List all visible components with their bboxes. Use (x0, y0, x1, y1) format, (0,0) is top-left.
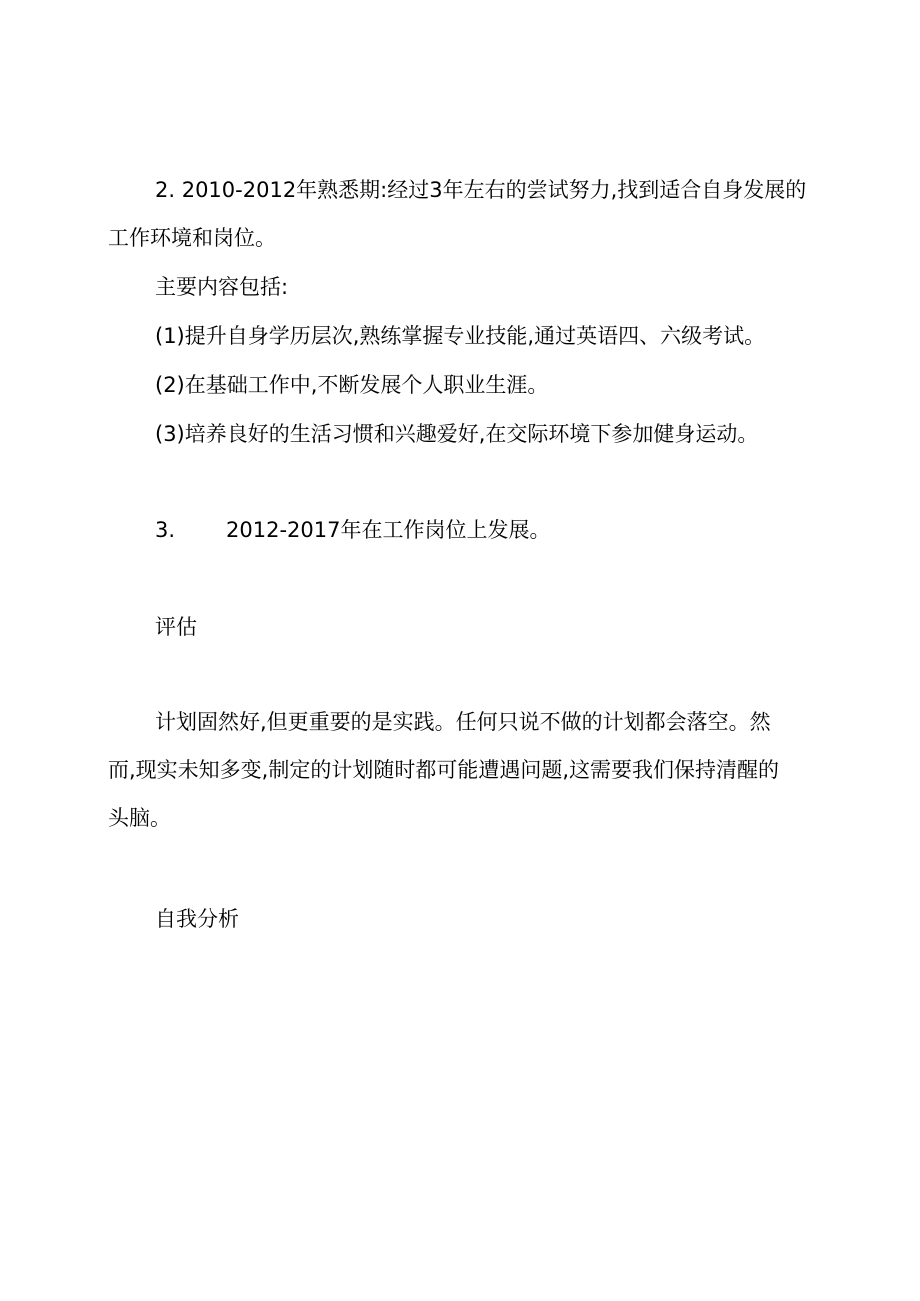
main-content-label: 主要内容包括: (155, 275, 289, 299)
list-item-1: (1)提升自身学历层次,熟练掌握专业技能,通过英语四、六级考试。 (155, 324, 766, 348)
list-item-2: (2)在基础工作中,不断发展个人职业生涯。 (155, 373, 549, 397)
section-3-text: 2012-2017年在工作岗位上发展。 (226, 518, 551, 542)
self-analysis-heading: 自我分析 (155, 907, 239, 931)
evaluation-heading: 评估 (155, 615, 197, 639)
section-2-line-1: 2. 2010-2012年熟悉期:经过3年左右的尝试努力,找到适合自身发展的 (155, 178, 807, 202)
section-2-line-2: 工作环境和岗位。 (108, 226, 276, 250)
section-3-number: 3. (155, 518, 176, 542)
evaluation-paragraph-line-1: 计划固然好,但更重要的是实践。任何只说不做的计划都会落空。然 (155, 710, 771, 734)
evaluation-paragraph-line-3: 头脑。 (108, 806, 171, 830)
evaluation-paragraph-line-2: 而,现实未知多变,制定的计划随时都可能遭遇问题,这需要我们保持清醒的 (108, 758, 780, 782)
list-item-3: (3)培养良好的生活习惯和兴趣爱好,在交际环境下参加健身运动。 (155, 422, 759, 446)
